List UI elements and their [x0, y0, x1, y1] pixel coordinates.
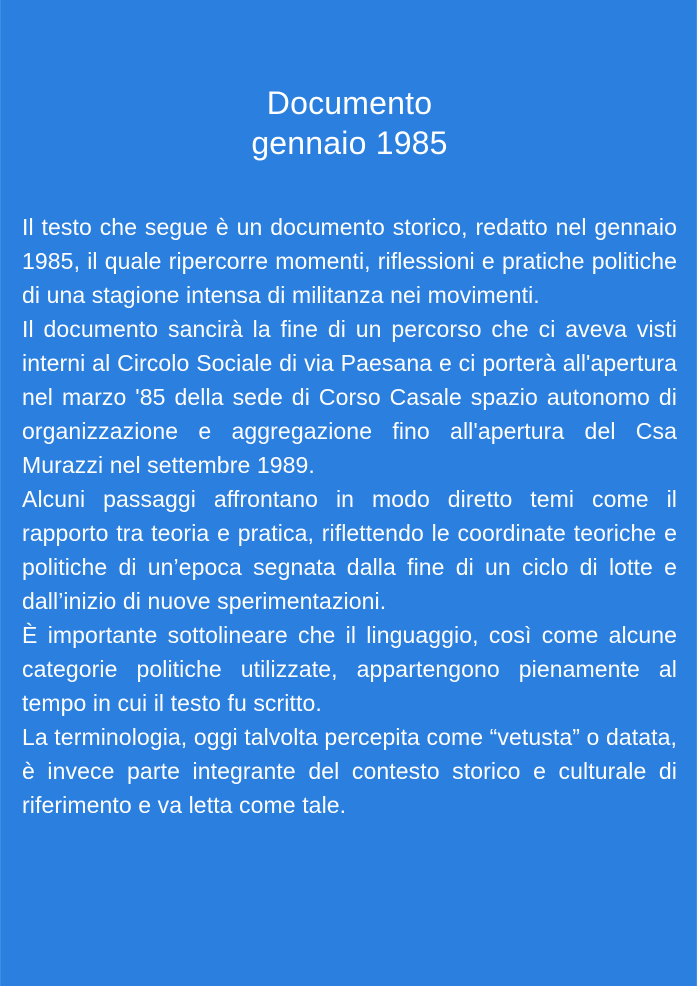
paragraph-intro: Il testo che segue è un documento storico, redatto nel gennaio 1985, il quale ripercorre momenti, riflessioni e pratiche politiche di una stagione intensa di militanza nei movimenti. — [22, 214, 677, 308]
paragraph-context: Il documento sancirà la fine di un percorso che ci aveva visti interni al Circolo Sociale di via Paesana e ci porterà all'apertura nel marzo '85 della sede di Corso Casale spazio autonomo di organizzazione e aggregazione fino all'apertura del Csa Murazzi nel settembre 1989. — [22, 316, 677, 478]
document-body — [22, 210, 677, 822]
paragraph-language: È importante sottolineare che il linguaggio, così come alcune categorie politiche utilizzate, appartengono pienamente al tempo in cui il testo fu scritto. — [22, 622, 677, 716]
document-title — [1, 83, 697, 163]
title-line-1: Documento — [266, 85, 433, 122]
title-line-2: gennaio 1985 — [251, 125, 448, 162]
paragraph-terminology: La terminologia, oggi talvolta percepita come “vetusta” o datata, è invece parte integrante del contesto storico e culturale di riferimento e va letta come tale. — [22, 724, 677, 818]
paragraph-themes: Alcuni passaggi affrontano in modo diretto temi come il rapporto tra teoria e pratica, riflettendo le coordinate teoriche e politiche di un’epoca segnata dalla fine di un ciclo di lotte e dall’inizio di nuove sperimentazioni. — [22, 486, 677, 614]
